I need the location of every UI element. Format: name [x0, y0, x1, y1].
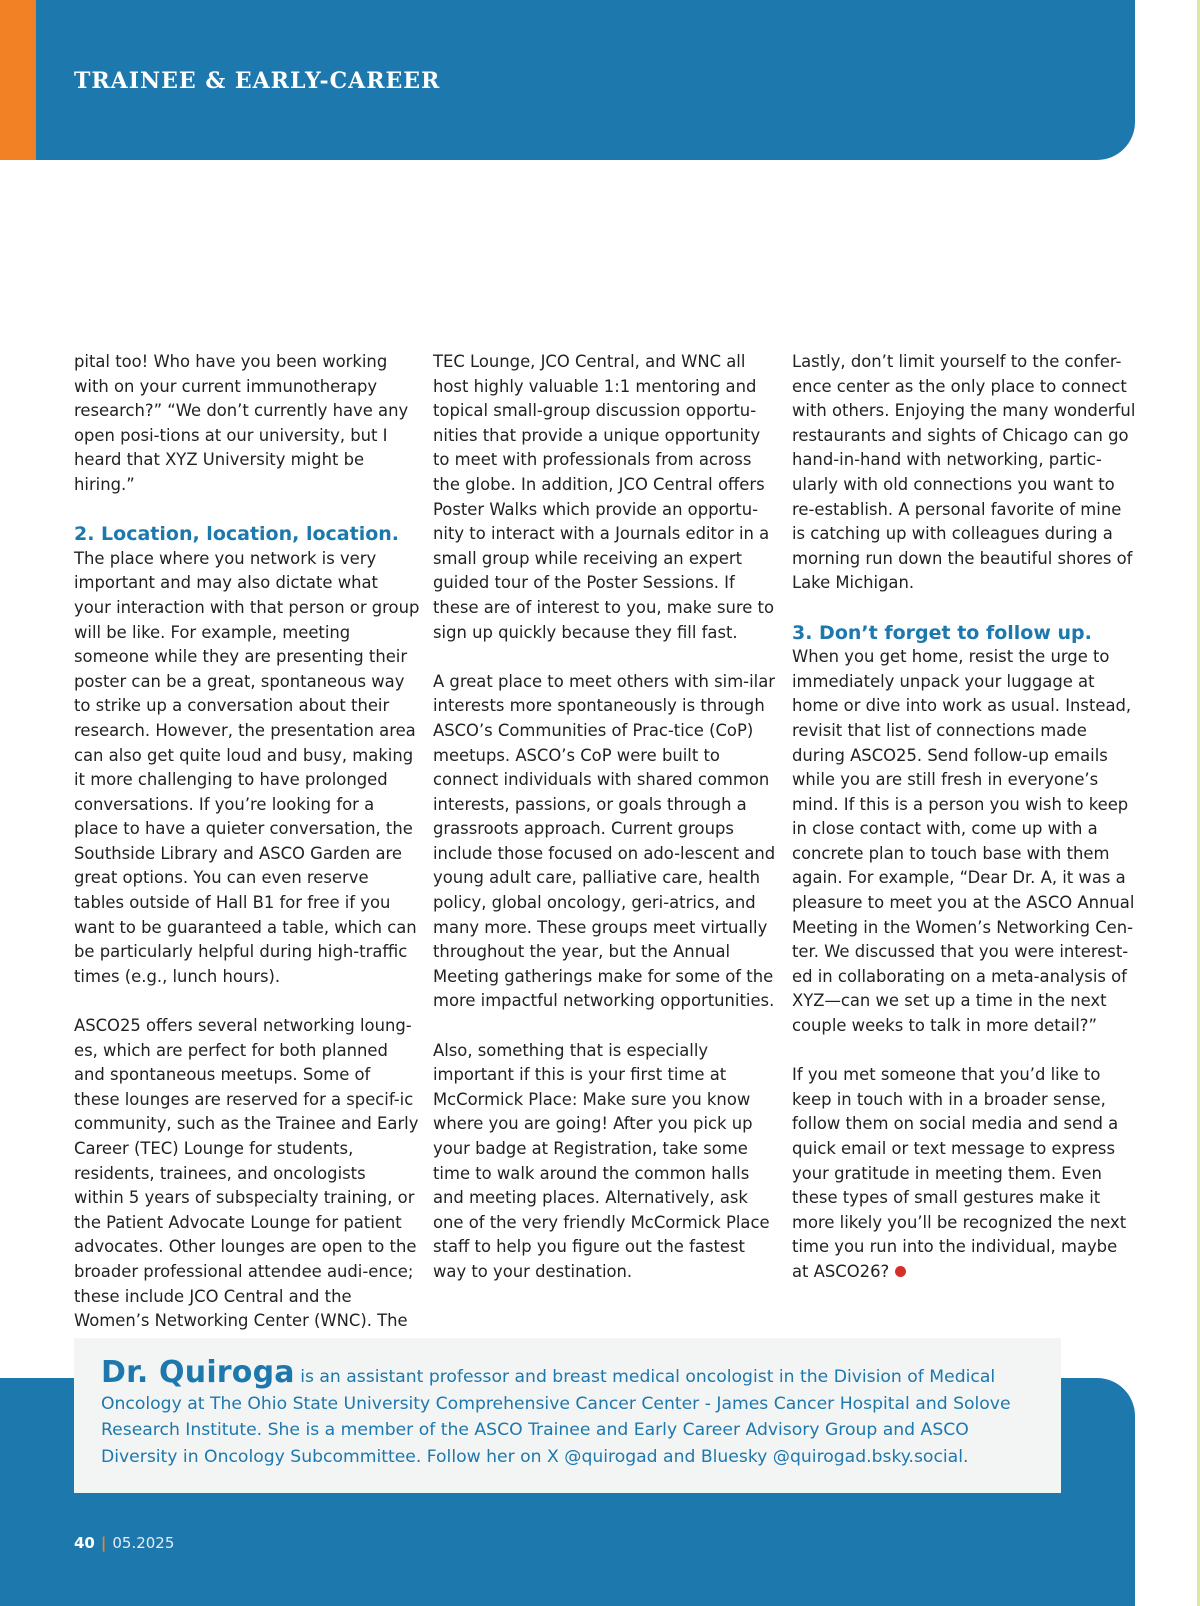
article-end-mark-icon [895, 1266, 906, 1277]
footer-separator: | [100, 1534, 107, 1552]
column3-paragraph-3: If you met someone that you’d like to keep in touch with in a broader sense, follow them on social media and send a quick email or text message to express your gratitude in meeting them. Even these types of small gestures make it more likely you’ll be recognized the next time you run into the individual, maybe at ASCO26? [792, 1065, 1127, 1281]
article-column-1 [74, 350, 420, 1358]
subheading-follow-up: 3. Don’t forget to follow up. [792, 621, 1092, 644]
column3-paragraph-1: Lastly, don’t limit yourself to the confer-ence center as the only place to connect with others. Enjoying the many wonderful restaurants and sights of Chicago can go hand-in-hand with networking, partic-ularly with old connections you want to re-establish. A personal favorite of mine is catching up with colleagues during a morning run down the beautiful shores of Lake Michigan. [792, 352, 1136, 593]
column1-paragraph-2: The place where you network is very important and may also dictate what your interaction with that person or group will be like. For example, meeting someone while they are presenting their poster can be a great, spontaneous way to strike up a conversation about their research. However, the presentation area can also get quite loud and busy, making it more challenging to have prolonged conversations. If you’re looking for a place to have a quieter conversation, the Southside Library and ASCO Garden are great options. You can even reserve tables outside of Hall B1 for free if you want to be guaranteed a table, which can be particularly helpful during high-traffic times (e.g., lunch hours). [74, 548, 420, 986]
column3-paragraph-3-wrapper [792, 1063, 1138, 1284]
column2-paragraph-1: TEC Lounge, JCO Central, and WNC all host highly valuable 1:1 mentoring and topical small-group discussion opportu-nities that provide a unique opportunity to meet with professionals from across the globe. In addition, JCO Central offers Poster Walks which provide an opportu-nity to interact with a Journals editor in a small group while receiving an expert guided tour of the Poster Sessions. If these are of interest to you, make sure to sign up quickly because they fill fast. [433, 352, 775, 642]
column1-paragraph-3: ASCO25 offers several networking loung-es, which are perfect for both planned and spontaneous meetups. Some of these lounges are reserved for a specif-ic community, such as the Trainee and Early Career (TEC) Lounge for students, residents, trainees, and oncologists within 5 years of subspecialty training, or the Patient Advocate Lounge for patient advocates. Other lounges are open to the broader professional attendee audi-ence; these include JCO Central and the Women’s Networking Center (WNC). The [74, 1016, 419, 1331]
subheading-location: 2. Location, location, location. [74, 523, 400, 546]
page-number: 40 [74, 1534, 95, 1552]
column2-paragraph-2: A great place to meet others with sim-ilar interests more spontaneously is through ASCO’s Communities of Prac-tice (CoP) meetups. ASCO’s CoP were built to connect individuals with shared common interests, passions, or goals through a grassroots approach. Current groups include those focused on ado-lescent and young adult care, palliative care, health policy, global oncology, geri-atrics, and many more. These groups meet virtually throughout the year, but the Annual Meeting gatherings make for some of the more impactful networking opportunities. [433, 671, 776, 1011]
header-accent-stripe [0, 0, 36, 160]
section-title: TRAINEE & EARLY-CAREER [74, 68, 441, 94]
column2-paragraph-3: Also, something that is especially important if this is your first time at McCormick Place: Make sure you know where you are going! After you pick up your badge at Registration, take some time to walk around the common halls and meeting places. Alternatively, ask one of the very friendly McCormick Place staff to help you figure out the fastest way to your destination. [433, 1040, 770, 1281]
article-column-2 [433, 350, 779, 1309]
issue-date: 05.2025 [112, 1534, 175, 1552]
author-bio [74, 1338, 1061, 1493]
page-footer [74, 1534, 174, 1552]
article-column-3 [792, 350, 1138, 1309]
author-name: Dr. Quiroga [101, 1355, 295, 1390]
column3-paragraph-2: When you get home, resist the urge to immediately unpack your luggage at home or dive into work as usual. Instead, revisit that list of connections made during ASCO25. Send follow-up emails while you are still fresh in everyone’s mind. If this is a person you wish to keep in close contact with, come up with a concrete plan to touch base with them again. For example, “Dear Dr. A, it was a pleasure to meet you at the ASCO Annual Meeting in the Women’s Networking Cen-ter. We discussed that you were interest-ed in collaborating on a meta-analysis of XYZ—can we set up a time in the next couple weeks to talk in more detail?” [792, 647, 1135, 1036]
column1-paragraph-1: pital too! Who have you been working with on your current immunotherapy research?” “We don’t currently have any open posi-tions at our university, but I heard that XYZ University might be hiring.” [74, 352, 409, 494]
author-bio-text: is an assistant professor and breast medical oncologist in the Division of Medical Oncology at The Ohio State University Comprehensive Cancer Center - James Cancer Hospital and Solove Research Institute. She is a member of the ASCO Trainee and Early Career Advisory Group and ASCO Diversity in Oncology Subcommittee. Follow her on X @quirogad and Bluesky @quirogad.bsky.social. [101, 1367, 1011, 1467]
